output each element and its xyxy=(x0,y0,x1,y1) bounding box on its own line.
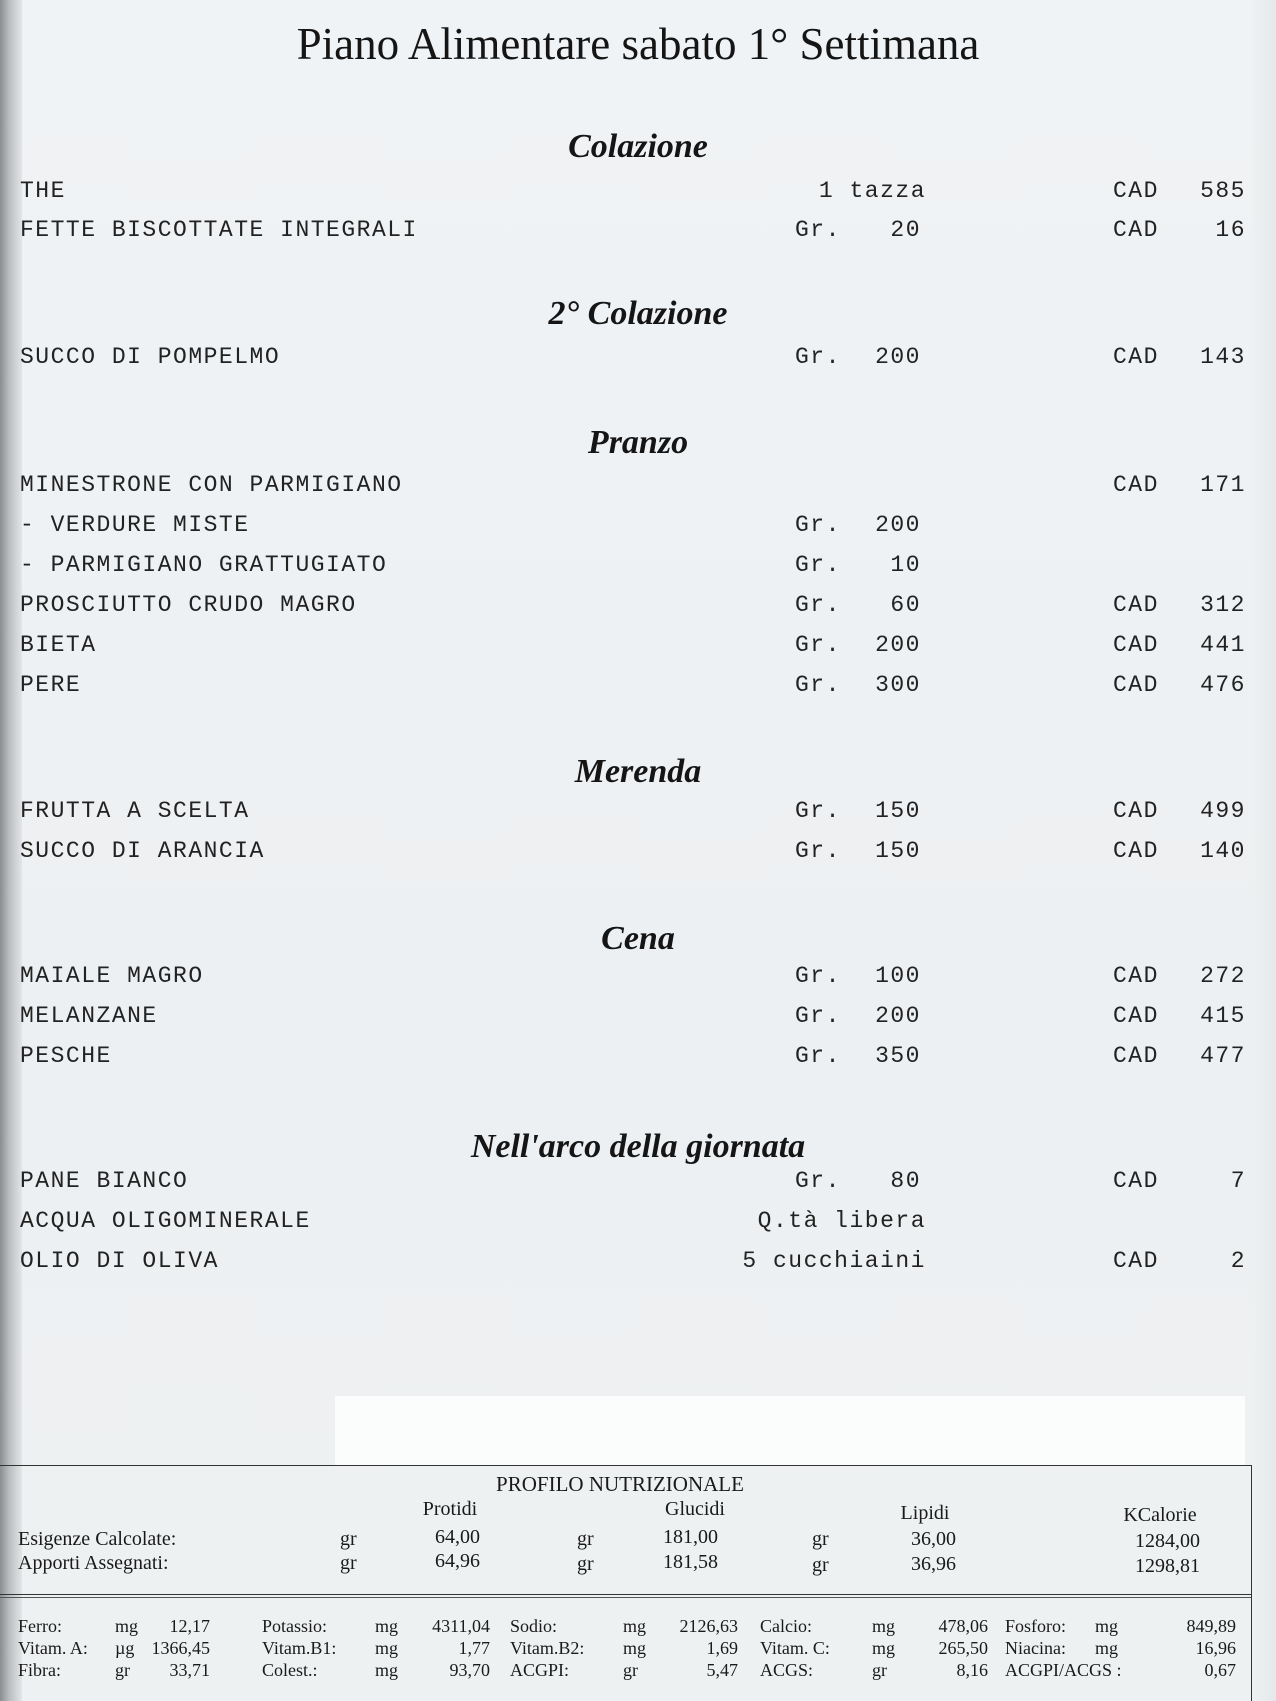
micro-label: Potassio: xyxy=(262,1616,328,1636)
micro-value: 33,71 xyxy=(169,1660,210,1680)
row-apporti-label: Apporti Assegnati: xyxy=(18,1552,169,1574)
cad-value: 272 xyxy=(1200,963,1246,989)
micro-label: Ferro: xyxy=(18,1616,62,1636)
quantity-value: 200 xyxy=(875,344,921,370)
cad-label: CAD xyxy=(1113,1248,1159,1274)
food-row xyxy=(0,1248,1276,1286)
esigenze-glucidi: 181,00 xyxy=(663,1526,718,1548)
micro-unit: mg xyxy=(1095,1638,1119,1658)
col-lipidi: Lipidi xyxy=(900,1502,950,1524)
cad-value: 477 xyxy=(1200,1043,1246,1069)
food-row xyxy=(0,552,1276,590)
quantity-value: 150 xyxy=(875,838,921,864)
cad-label: CAD xyxy=(1113,217,1159,243)
micro-unit: gr xyxy=(623,1660,638,1680)
cad-value: 140 xyxy=(1200,838,1246,864)
quantity-text: 5 cucchiaini xyxy=(742,1248,926,1274)
quantity-value: 200 xyxy=(875,1003,921,1029)
micro-label: Vitam. A: xyxy=(18,1638,88,1658)
section-pranzo: Pranzo xyxy=(587,424,689,461)
micro-value: 4311,04 xyxy=(432,1616,490,1636)
page-title: Piano Alimentare sabato 1° Settimana xyxy=(296,19,980,69)
divider xyxy=(0,1597,1251,1598)
micro-unit: mg xyxy=(375,1638,399,1658)
micro-label: Sodio: xyxy=(510,1616,558,1636)
micro-label: ACGPI: xyxy=(510,1660,570,1680)
food-name: ACQUA OLIGOMINERALE xyxy=(20,1208,311,1234)
food-row xyxy=(0,472,1276,510)
esigenze-protidi: 64,00 xyxy=(435,1526,480,1548)
unit-gr: gr xyxy=(812,1528,829,1550)
quantity-value: 200 xyxy=(875,512,921,538)
quantity-value: 200 xyxy=(875,632,921,658)
micro-value: 1,69 xyxy=(706,1638,738,1658)
food-name: PERE xyxy=(20,672,82,698)
food-row xyxy=(0,1208,1276,1246)
food-name: BIETA xyxy=(20,632,97,658)
quantity-unit: Gr. xyxy=(795,963,841,989)
quantity-unit: Gr. xyxy=(795,592,841,618)
micro-unit: mg xyxy=(623,1616,647,1636)
food-name: MINESTRONE CON PARMIGIANO xyxy=(20,472,403,498)
micro-unit: mg xyxy=(872,1638,896,1658)
cad-value: 441 xyxy=(1200,632,1246,658)
micro-label: Colest.: xyxy=(262,1660,318,1680)
quantity-value: 150 xyxy=(875,798,921,824)
food-row xyxy=(0,963,1276,1001)
section-merenda: Merenda xyxy=(574,753,702,790)
food-name: FRUTTA A SCELTA xyxy=(20,798,250,824)
food-name: - PARMIGIANO GRATTUGIATO xyxy=(20,552,388,578)
paper-patch xyxy=(335,1396,1245,1466)
micro-value: 93,70 xyxy=(449,1660,490,1680)
quantity-value: 300 xyxy=(875,672,921,698)
cad-label: CAD xyxy=(1113,592,1159,618)
quantity-text: Q.tà libera xyxy=(757,1208,926,1234)
food-row xyxy=(0,1043,1276,1081)
food-row xyxy=(0,592,1276,630)
apporti-kcal: 1298,81 xyxy=(1135,1555,1200,1577)
food-row xyxy=(0,672,1276,710)
col-kcal: KCalorie xyxy=(1123,1504,1197,1526)
micro-label: Fosforo: xyxy=(1005,1616,1067,1636)
quantity-value: 80 xyxy=(890,1168,921,1194)
quantity-unit: Gr. xyxy=(795,512,841,538)
apporti-lipidi: 36,96 xyxy=(911,1553,956,1575)
cad-label: CAD xyxy=(1113,1003,1159,1029)
micro-label: ACGS: xyxy=(760,1660,814,1680)
cad-value: 2 xyxy=(1230,1248,1246,1274)
quantity-unit: Gr. xyxy=(795,217,841,243)
cad-value: 143 xyxy=(1200,344,1246,370)
micro-value: 1366,45 xyxy=(151,1638,210,1658)
row-esigenze-label: Esigenze Calcolate: xyxy=(18,1528,177,1550)
quantity-unit: Gr. xyxy=(795,1003,841,1029)
micro-value: 16,96 xyxy=(1195,1638,1236,1658)
micro-value: 265,50 xyxy=(938,1638,988,1658)
col-glucidi: Glucidi xyxy=(665,1498,725,1520)
quantity-unit: Gr. xyxy=(795,798,841,824)
unit-gr: gr xyxy=(577,1528,594,1550)
micro-unit: mg xyxy=(115,1616,139,1636)
quantity-value: 20 xyxy=(890,217,921,243)
cad-label: CAD xyxy=(1113,1043,1159,1069)
food-row xyxy=(0,632,1276,670)
quantity-value: 350 xyxy=(875,1043,921,1069)
food-row xyxy=(0,1168,1276,1206)
food-name: PROSCIUTTO CRUDO MAGRO xyxy=(20,592,357,618)
micro-label: Fibra: xyxy=(18,1660,61,1680)
micro-unit: gr xyxy=(115,1660,130,1680)
micro-value: 8,16 xyxy=(956,1660,988,1680)
esigenze-lipidi: 36,00 xyxy=(911,1528,956,1550)
cad-value: 476 xyxy=(1200,672,1246,698)
micro-label: Vitam.B1: xyxy=(262,1638,337,1658)
quantity-unit: Gr. xyxy=(795,344,841,370)
micro-unit: mg xyxy=(1095,1616,1119,1636)
cad-value: 16 xyxy=(1215,217,1246,243)
food-name: SUCCO DI ARANCIA xyxy=(20,838,265,864)
food-row xyxy=(0,1003,1276,1041)
profile-heading: PROFILO NUTRIZIONALE xyxy=(496,1472,744,1496)
micro-value: 1,77 xyxy=(458,1638,490,1658)
unit-gr: gr xyxy=(577,1553,594,1575)
cad-value: 7 xyxy=(1230,1168,1246,1194)
micro-label: Calcio: xyxy=(760,1616,812,1636)
cad-value: 171 xyxy=(1200,472,1246,498)
divider xyxy=(0,1594,1251,1595)
cad-label: CAD xyxy=(1113,472,1159,498)
col-protidi: Protidi xyxy=(422,1498,478,1520)
micro-label: Vitam.B2: xyxy=(510,1638,585,1658)
food-name: PESCHE xyxy=(20,1043,112,1069)
food-row xyxy=(0,512,1276,550)
micro-value: 2126,63 xyxy=(679,1616,738,1636)
unit-gr: gr xyxy=(340,1552,357,1574)
cad-label: CAD xyxy=(1113,672,1159,698)
micro-value: 0,67 xyxy=(1204,1660,1236,1680)
quantity-unit: Gr. xyxy=(795,672,841,698)
section-seconda-colazione: 2° Colazione xyxy=(548,295,728,332)
micro-value: 478,06 xyxy=(938,1616,988,1636)
micro-value: 12,17 xyxy=(169,1616,210,1636)
esigenze-kcal: 1284,00 xyxy=(1135,1530,1200,1552)
cad-value: 312 xyxy=(1200,592,1246,618)
cad-label: CAD xyxy=(1113,798,1159,824)
cad-value: 499 xyxy=(1200,798,1246,824)
cad-label: CAD xyxy=(1113,344,1159,370)
micro-unit: mg xyxy=(623,1638,647,1658)
food-name: THE xyxy=(20,178,66,204)
micro-label: Niacina: xyxy=(1005,1638,1066,1658)
micro-unit: mg xyxy=(375,1616,399,1636)
micro-unit: gr xyxy=(872,1660,887,1680)
micro-unit: mg xyxy=(872,1616,896,1636)
food-name: MAIALE MAGRO xyxy=(20,963,204,989)
cad-label: CAD xyxy=(1113,632,1159,658)
food-row xyxy=(0,217,1276,255)
food-row xyxy=(0,838,1276,876)
section-cena: Cena xyxy=(601,920,675,957)
section-colazione: Colazione xyxy=(568,128,708,165)
quantity-text: 1 tazza xyxy=(818,178,926,204)
food-row xyxy=(0,178,1276,216)
quantity-unit: Gr. xyxy=(795,1043,841,1069)
quantity-unit: Gr. xyxy=(795,552,841,578)
quantity-unit: Gr. xyxy=(795,838,841,864)
quantity-unit: Gr. xyxy=(795,632,841,658)
section-giornata: Nell'arco della giornata xyxy=(470,1128,806,1165)
food-row xyxy=(0,344,1276,382)
food-name: SUCCO DI POMPELMO xyxy=(20,344,281,370)
micro-label: Vitam. C: xyxy=(760,1638,830,1658)
cad-value: 585 xyxy=(1200,178,1246,204)
apporti-protidi: 64,96 xyxy=(435,1550,480,1572)
food-name: OLIO DI OLIVA xyxy=(20,1248,219,1274)
micro-value: 5,47 xyxy=(706,1660,738,1680)
micro-label: ACGPI/ACGS : xyxy=(1005,1660,1122,1680)
unit-gr: gr xyxy=(812,1554,829,1576)
quantity-value: 60 xyxy=(890,592,921,618)
cad-label: CAD xyxy=(1113,1168,1159,1194)
quantity-value: 100 xyxy=(875,963,921,989)
food-name: - VERDURE MISTE xyxy=(20,512,250,538)
micro-unit: µg xyxy=(115,1638,135,1658)
nutrition-profile xyxy=(0,1465,1252,1701)
apporti-glucidi: 181,58 xyxy=(663,1551,718,1573)
cad-label: CAD xyxy=(1113,178,1159,204)
quantity-unit: Gr. xyxy=(795,1168,841,1194)
food-row xyxy=(0,798,1276,836)
micro-unit: mg xyxy=(375,1660,399,1680)
food-name: PANE BIANCO xyxy=(20,1168,189,1194)
quantity-value: 10 xyxy=(890,552,921,578)
cad-label: CAD xyxy=(1113,963,1159,989)
unit-gr: gr xyxy=(340,1528,357,1550)
food-name: MELANZANE xyxy=(20,1003,158,1029)
cad-label: CAD xyxy=(1113,838,1159,864)
cad-value: 415 xyxy=(1200,1003,1246,1029)
food-name: FETTE BISCOTTATE INTEGRALI xyxy=(20,217,418,243)
micro-value: 849,89 xyxy=(1186,1616,1236,1636)
